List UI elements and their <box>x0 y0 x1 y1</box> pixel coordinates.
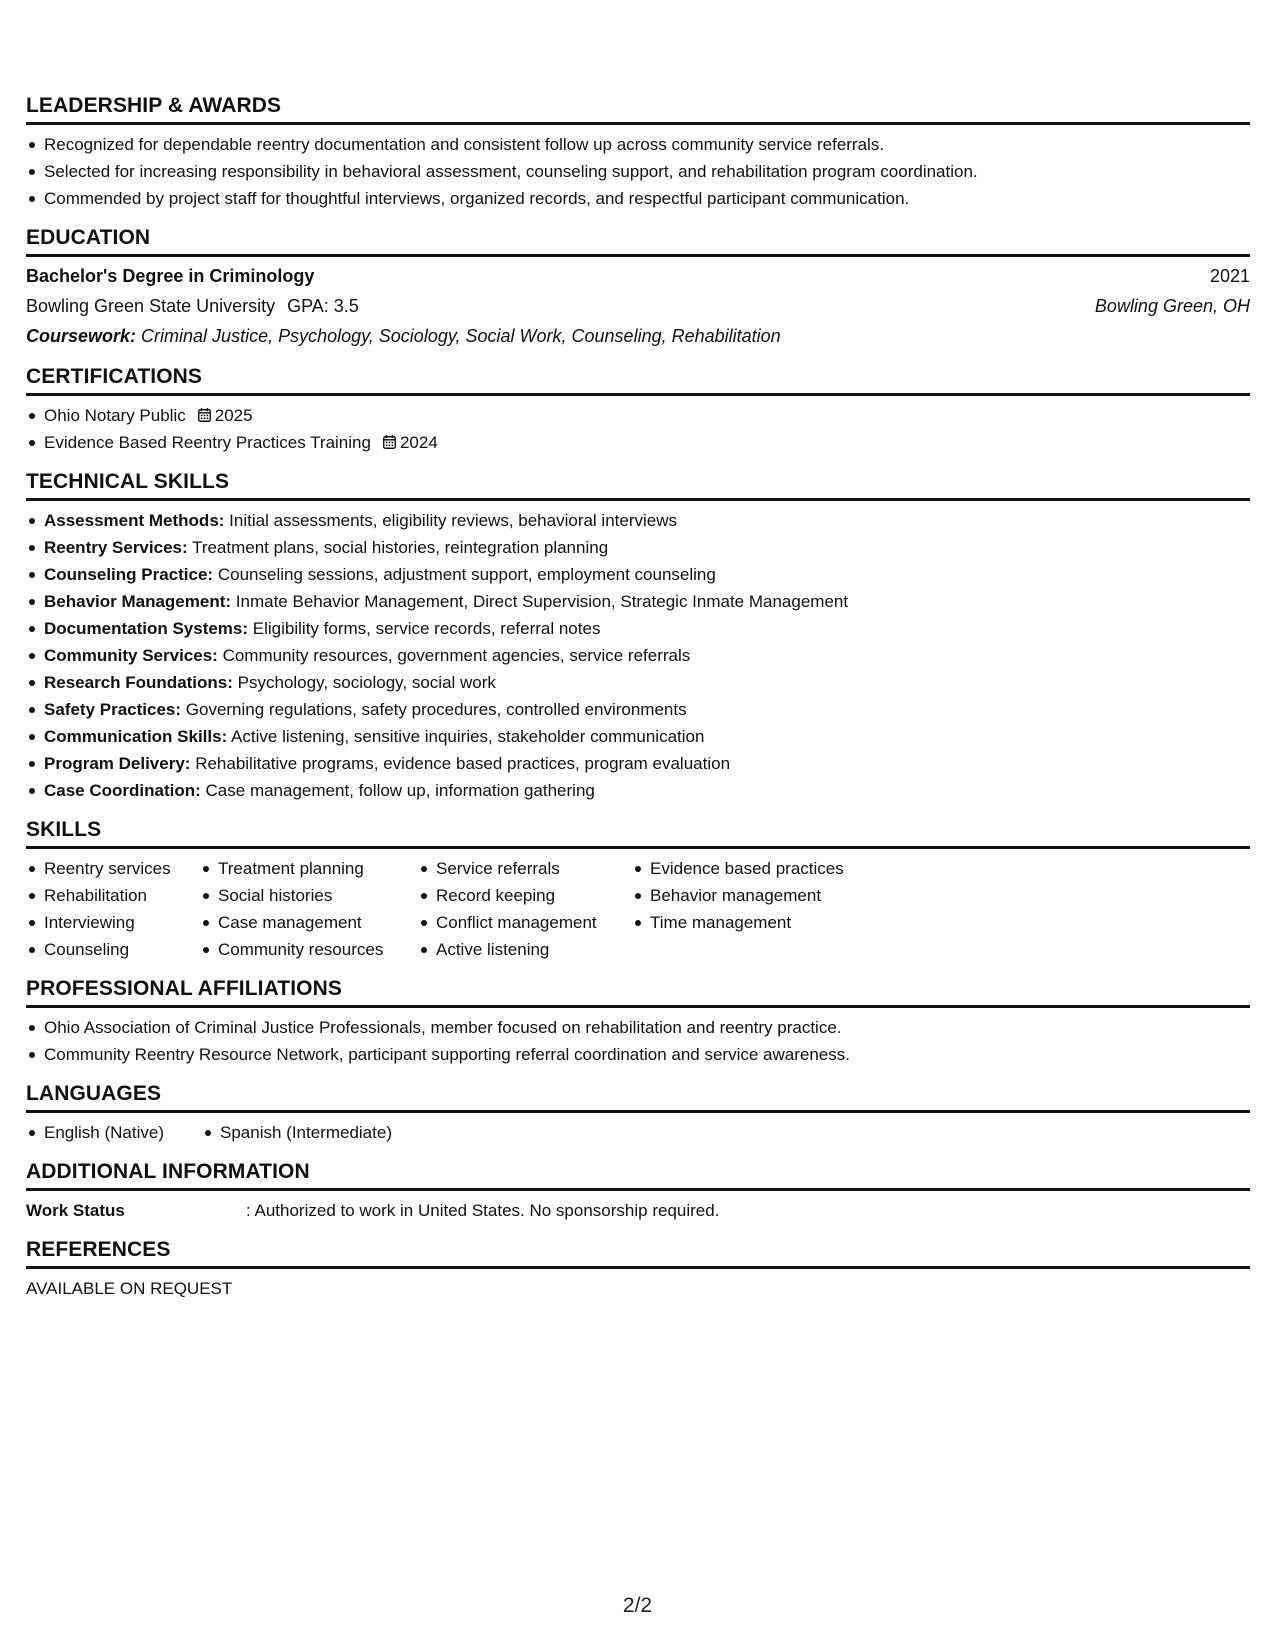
list-item: Selected for increasing responsibility in behavioral assessment, counseling support, and rehabilitation program coordination. <box>44 158 1250 185</box>
list-item <box>44 588 1250 615</box>
skill-category-text: Inmate Behavior Management, Direct Supervision, Strategic Inmate Management <box>235 592 849 611</box>
references-section <box>26 1238 1250 1302</box>
list-item: Recognized for dependable reentry documentation and consistent follow up across community service referrals. <box>44 131 1250 158</box>
languages-list <box>202 1119 392 1146</box>
skill-category-label: Community Services: <box>44 646 218 665</box>
skill-category-text: Psychology, sociology, social work <box>237 673 496 692</box>
leadership-section <box>26 94 1250 212</box>
list-item: Counseling <box>44 936 200 963</box>
skill-category-label: Research Foundations: <box>44 673 233 692</box>
skills-column <box>200 855 418 963</box>
languages-list <box>26 1119 202 1146</box>
certification-item <box>44 402 1250 429</box>
technical-skills-title: TECHNICAL SKILLS <box>26 470 1250 501</box>
certification-year: 2025 <box>214 406 253 425</box>
list-item <box>44 750 1250 777</box>
skills-grid <box>26 855 1250 963</box>
additional-info-title: ADDITIONAL INFORMATION <box>26 1160 1250 1191</box>
list-item <box>44 615 1250 642</box>
list-item: Ohio Association of Criminal Justice Professionals, member focused on rehabilitation and reentry practice. <box>44 1014 1250 1041</box>
coursework-label: Coursework: <box>26 326 137 346</box>
skill-category-label: Assessment Methods: <box>44 511 225 530</box>
skill-category-label: Documentation Systems: <box>44 619 249 638</box>
school-name: Bowling Green State University <box>26 296 276 316</box>
education-school-row <box>26 291 1250 321</box>
list-item <box>44 561 1250 588</box>
resume-page <box>26 94 1250 1316</box>
skill-category-label: Communication Skills: <box>44 727 228 746</box>
skill-category-label: Behavior Management: <box>44 592 232 611</box>
list-item: Behavior management <box>650 882 910 909</box>
skill-category-label: Program Delivery: <box>44 754 191 773</box>
skill-category-label: Reentry Services: <box>44 538 188 557</box>
languages-row <box>26 1119 1250 1146</box>
skill-category-text: Treatment plans, social histories, reintegration planning <box>192 538 609 557</box>
list-item: Rehabilitation <box>44 882 200 909</box>
skill-category-text: Rehabilitative programs, evidence based practices, program evaluation <box>195 754 731 773</box>
additional-info-section <box>26 1160 1250 1224</box>
list-item: Time management <box>650 909 910 936</box>
affiliations-title: PROFESSIONAL AFFILIATIONS <box>26 977 1250 1008</box>
leadership-title: LEADERSHIP & AWARDS <box>26 94 1250 125</box>
list-item <box>44 777 1250 804</box>
list-item: Community Reentry Resource Network, participant supporting referral coordination and service awareness. <box>44 1041 1250 1068</box>
skills-section <box>26 818 1250 963</box>
languages-title: LANGUAGES <box>26 1082 1250 1113</box>
work-status-label: Work Status <box>26 1201 125 1220</box>
list-item <box>44 723 1250 750</box>
work-status-row <box>26 1197 1250 1224</box>
school-info <box>26 291 359 321</box>
certification-name: Evidence Based Reentry Practices Training <box>44 433 371 452</box>
education-degree-row <box>26 261 1250 291</box>
skill-category-text: Eligibility forms, service records, referral notes <box>252 619 601 638</box>
list-item: Treatment planning <box>218 855 418 882</box>
list-item: Interviewing <box>44 909 200 936</box>
skills-column <box>418 855 632 963</box>
technical-skills-section <box>26 470 1250 804</box>
calendar-icon <box>198 408 211 422</box>
certifications-title: CERTIFICATIONS <box>26 365 1250 396</box>
list-item: Community resources <box>218 936 418 963</box>
list-item: Reentry services <box>44 855 200 882</box>
list-item: Evidence based practices <box>650 855 910 882</box>
gpa: GPA: 3.5 <box>287 296 359 316</box>
skill-category-text: Governing regulations, safety procedures, controlled environments <box>185 700 687 719</box>
list-item <box>44 507 1250 534</box>
skill-category-text: Active listening, sensitive inquiries, stakeholder communication <box>231 727 705 746</box>
skills-column <box>632 855 910 963</box>
school-location: Bowling Green, OH <box>1094 296 1250 316</box>
certification-item <box>44 429 1250 456</box>
coursework <box>26 321 781 351</box>
list-item: Commended by project staff for thoughtful interviews, organized records, and respectful participant communication. <box>44 185 1250 212</box>
skill-category-label: Counseling Practice: <box>44 565 214 584</box>
list-item: Service referrals <box>436 855 632 882</box>
list-item: Record keeping <box>436 882 632 909</box>
skill-category-text: Community resources, government agencies, service referrals <box>222 646 691 665</box>
references-text: AVAILABLE ON REQUEST <box>26 1279 233 1298</box>
list-item <box>44 534 1250 561</box>
list-item: Case management <box>218 909 418 936</box>
skills-column <box>26 855 200 963</box>
education-title: EDUCATION <box>26 226 1250 257</box>
degree-name: Bachelor's Degree in Criminology <box>26 266 315 286</box>
skill-category-text: Counseling sessions, adjustment support, employment counseling <box>217 565 716 584</box>
references-title: REFERENCES <box>26 1238 1250 1269</box>
skills-title: SKILLS <box>26 818 1250 849</box>
certifications-section <box>26 365 1250 456</box>
technical-skills-list <box>26 507 1250 804</box>
coursework-list: Criminal Justice, Psychology, Sociology, Social Work, Counseling, Rehabilitation <box>141 326 781 346</box>
list-item: English (Native) <box>44 1119 202 1146</box>
skill-category-label: Case Coordination: <box>44 781 201 800</box>
leadership-list <box>26 131 1250 212</box>
certification-year: 2024 <box>399 433 438 452</box>
coursework-row <box>26 321 1250 351</box>
list-item <box>44 696 1250 723</box>
work-status-value: : Authorized to work in United States. No sponsorship required. <box>246 1201 720 1220</box>
list-item <box>44 669 1250 696</box>
list-item: Active listening <box>436 936 632 963</box>
calendar-icon <box>383 435 396 449</box>
affiliations-section <box>26 977 1250 1068</box>
list-item <box>44 642 1250 669</box>
list-item: Conflict management <box>436 909 632 936</box>
languages-section <box>26 1082 1250 1146</box>
education-section <box>26 226 1250 351</box>
skill-category-label: Safety Practices: <box>44 700 182 719</box>
page-number: 2/2 <box>622 1594 653 1617</box>
graduation-year: 2021 <box>1209 266 1250 286</box>
skill-category-text: Initial assessments, eligibility reviews, behavioral interviews <box>229 511 678 530</box>
skill-category-text: Case management, follow up, information gathering <box>205 781 595 800</box>
list-item: Social histories <box>218 882 418 909</box>
list-item: Spanish (Intermediate) <box>220 1119 392 1146</box>
certifications-list <box>26 402 1250 456</box>
certification-name: Ohio Notary Public <box>44 406 186 425</box>
affiliations-list <box>26 1014 1250 1068</box>
